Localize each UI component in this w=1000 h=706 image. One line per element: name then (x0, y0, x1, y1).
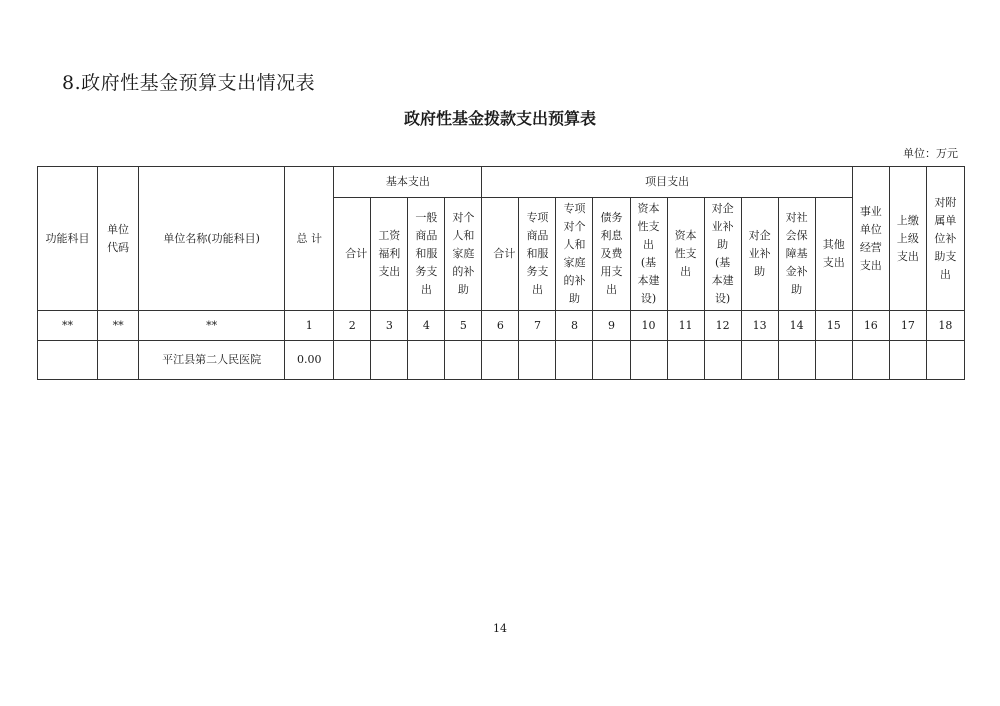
cell-value (371, 341, 408, 380)
header-business: 事业单位经营支出 (852, 167, 889, 311)
header-project-social-security: 对社会保障基金补助 (778, 198, 815, 311)
index-cell: 3 (371, 311, 408, 341)
index-cell: ** (139, 311, 285, 341)
cell-value (667, 341, 704, 380)
cell-value (630, 341, 667, 380)
index-cell: 15 (815, 311, 852, 341)
header-project-enterprise-construction: 对企业补助(基本建设) (704, 198, 741, 311)
header-project-capital-construction: 资本性支出(基本建设) (630, 198, 667, 311)
budget-table (37, 166, 965, 380)
cell-unit-name: 平江县第二人民医院 (139, 341, 285, 380)
index-cell: 9 (593, 311, 630, 341)
cell-value (445, 341, 482, 380)
index-cell: 17 (889, 311, 926, 341)
header-basic-personal: 对个人和家庭的补助 (445, 198, 482, 311)
page-number: 14 (493, 622, 507, 635)
index-cell: 10 (630, 311, 667, 341)
header-project-other: 其他支出 (815, 198, 852, 311)
cell-func-subject (38, 341, 98, 380)
header-basic-goods: 一般商品和服务支出 (408, 198, 445, 311)
cell-value (815, 341, 852, 380)
header-project-group: 项目支出 (482, 167, 852, 198)
header-project-capital: 资本性支出 (667, 198, 704, 311)
header-project-debt: 债务利息及费用支出 (593, 198, 630, 311)
index-cell: 11 (667, 311, 704, 341)
header-unit-name: 单位名称(功能科目) (139, 167, 285, 311)
cell-total: 0.00 (285, 341, 334, 380)
cell-value (778, 341, 815, 380)
index-row (38, 311, 965, 341)
table-row (38, 341, 965, 380)
header-func-subject: 功能科目 (38, 167, 98, 311)
cell-value (556, 341, 593, 380)
cell-value (852, 341, 889, 380)
cell-value (519, 341, 556, 380)
header-upper: 上缴上级支出 (889, 167, 926, 311)
index-cell: 13 (741, 311, 778, 341)
cell-value (408, 341, 445, 380)
cell-unit-code (98, 341, 139, 380)
index-cell: 18 (926, 311, 964, 341)
header-project-personal: 专项对个人和家庭的补助 (556, 198, 593, 311)
table-title: 政府性基金拨款支出预算表 (403, 109, 596, 128)
index-cell: ** (38, 311, 98, 341)
index-cell: 8 (556, 311, 593, 341)
index-cell: 7 (519, 311, 556, 341)
index-cell: ** (98, 311, 139, 341)
index-cell: 5 (445, 311, 482, 341)
cell-value (704, 341, 741, 380)
cell-value (741, 341, 778, 380)
cell-value (593, 341, 630, 380)
index-cell: 2 (334, 311, 371, 341)
header-project-goods: 专项商品和服务支出 (519, 198, 556, 311)
cell-value (334, 341, 371, 380)
header-basic-total: 合计 (334, 198, 371, 311)
unit-label: 单位：万元 (903, 147, 958, 160)
index-cell: 1 (285, 311, 334, 341)
header-basic-salary: 工资福利支出 (371, 198, 408, 311)
header-basic-group: 基本支出 (334, 167, 482, 198)
index-cell: 16 (852, 311, 889, 341)
header-subsidy: 对附属单位补助支出 (926, 167, 964, 311)
index-cell: 12 (704, 311, 741, 341)
index-cell: 4 (408, 311, 445, 341)
index-cell: 6 (482, 311, 519, 341)
cell-value (926, 341, 964, 380)
header-total: 总 计 (285, 167, 334, 311)
cell-value (889, 341, 926, 380)
cell-value (482, 341, 519, 380)
index-cell: 14 (778, 311, 815, 341)
header-unit-code: 单位代码 (98, 167, 139, 311)
header-project-total: 合计 (482, 198, 519, 311)
header-project-enterprise: 对企业补助 (741, 198, 778, 311)
section-heading: 8.政府性基金预算支出情况表 (62, 72, 316, 94)
